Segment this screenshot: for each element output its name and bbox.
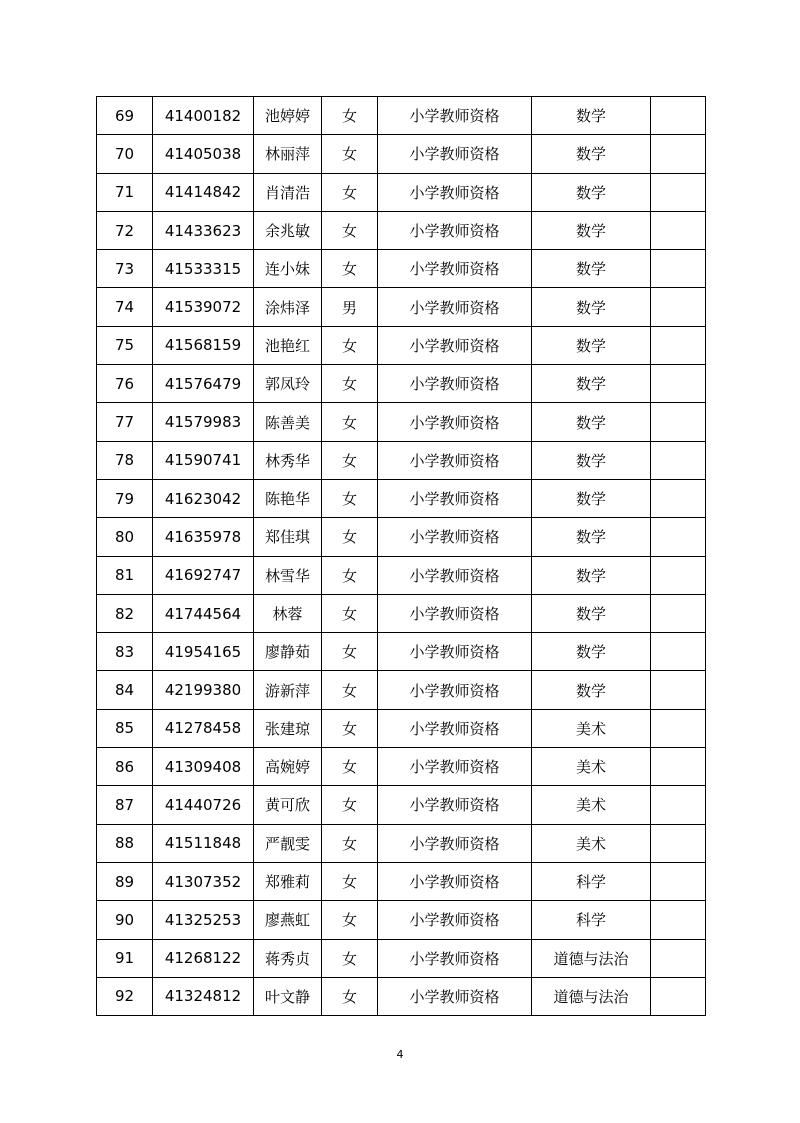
- gender-cell: 女: [322, 862, 378, 900]
- remark-cell: [651, 709, 706, 747]
- index-cell: 71: [97, 173, 153, 211]
- exam-id-cell: 41309408: [153, 748, 254, 786]
- index-cell: 86: [97, 748, 153, 786]
- index-cell: 78: [97, 441, 153, 479]
- remark-cell: [651, 479, 706, 517]
- table-row: [97, 211, 706, 249]
- remark-cell: [651, 97, 706, 135]
- gender-cell: 女: [322, 518, 378, 556]
- exam-id-cell: 41307352: [153, 862, 254, 900]
- name-cell: 林蓉: [254, 594, 322, 632]
- table-row: [97, 173, 706, 211]
- exam-id-cell: 41324812: [153, 977, 254, 1015]
- subject-cell: 数学: [532, 594, 651, 632]
- table-row: [97, 594, 706, 632]
- remark-cell: [651, 365, 706, 403]
- gender-cell: 女: [322, 824, 378, 862]
- index-cell: 90: [97, 901, 153, 939]
- subject-cell: 数学: [532, 135, 651, 173]
- gender-cell: 女: [322, 441, 378, 479]
- subject-cell: 数学: [532, 211, 651, 249]
- certificate-type-cell: 小学教师资格: [378, 709, 532, 747]
- index-cell: 83: [97, 633, 153, 671]
- remark-cell: [651, 288, 706, 326]
- remark-cell: [651, 824, 706, 862]
- exam-id-cell: 41590741: [153, 441, 254, 479]
- index-cell: 77: [97, 403, 153, 441]
- remark-cell: [651, 173, 706, 211]
- subject-cell: 数学: [532, 326, 651, 364]
- name-cell: 池艳红: [254, 326, 322, 364]
- certificate-type-cell: 小学教师资格: [378, 786, 532, 824]
- exam-id-cell: 41539072: [153, 288, 254, 326]
- subject-cell: 数学: [532, 173, 651, 211]
- name-cell: 连小妹: [254, 250, 322, 288]
- exam-id-cell: 41954165: [153, 633, 254, 671]
- subject-cell: 美术: [532, 709, 651, 747]
- gender-cell: 女: [322, 403, 378, 441]
- gender-cell: 女: [322, 748, 378, 786]
- subject-cell: 数学: [532, 365, 651, 403]
- gender-cell: 女: [322, 977, 378, 1015]
- remark-cell: [651, 977, 706, 1015]
- certificate-type-cell: 小学教师资格: [378, 250, 532, 288]
- certificate-type-cell: 小学教师资格: [378, 211, 532, 249]
- name-cell: 叶文静: [254, 977, 322, 1015]
- name-cell: 高婉婷: [254, 748, 322, 786]
- table-row: [97, 250, 706, 288]
- exam-id-cell: 41623042: [153, 479, 254, 517]
- page-number: 4: [396, 1048, 404, 1061]
- exam-id-cell: 41440726: [153, 786, 254, 824]
- subject-cell: 科学: [532, 862, 651, 900]
- gender-cell: 女: [322, 365, 378, 403]
- table-row: [97, 939, 706, 977]
- index-cell: 89: [97, 862, 153, 900]
- remark-cell: [651, 403, 706, 441]
- subject-cell: 美术: [532, 748, 651, 786]
- index-cell: 70: [97, 135, 153, 173]
- certificate-type-cell: 小学教师资格: [378, 288, 532, 326]
- index-cell: 82: [97, 594, 153, 632]
- certificate-type-cell: 小学教师资格: [378, 441, 532, 479]
- remark-cell: [651, 518, 706, 556]
- name-cell: 郑雅莉: [254, 862, 322, 900]
- remark-cell: [651, 939, 706, 977]
- certificate-type-cell: 小学教师资格: [378, 326, 532, 364]
- gender-cell: 女: [322, 633, 378, 671]
- subject-cell: 数学: [532, 671, 651, 709]
- exam-id-cell: 41414842: [153, 173, 254, 211]
- gender-cell: 女: [322, 135, 378, 173]
- table-row: [97, 977, 706, 1015]
- table-row: [97, 709, 706, 747]
- table-row: [97, 633, 706, 671]
- index-cell: 74: [97, 288, 153, 326]
- exam-id-cell: 41433623: [153, 211, 254, 249]
- table-row: [97, 671, 706, 709]
- subject-cell: 数学: [532, 518, 651, 556]
- certificate-type-cell: 小学教师资格: [378, 135, 532, 173]
- certificate-type-cell: 小学教师资格: [378, 556, 532, 594]
- index-cell: 75: [97, 326, 153, 364]
- table-row: [97, 786, 706, 824]
- certificate-type-cell: 小学教师资格: [378, 901, 532, 939]
- remark-cell: [651, 441, 706, 479]
- subject-cell: 数学: [532, 97, 651, 135]
- roster-table: [96, 96, 706, 1016]
- certificate-type-cell: 小学教师资格: [378, 862, 532, 900]
- table-row: [97, 901, 706, 939]
- name-cell: 廖静茹: [254, 633, 322, 671]
- index-cell: 72: [97, 211, 153, 249]
- exam-id-cell: 41268122: [153, 939, 254, 977]
- index-cell: 76: [97, 365, 153, 403]
- index-cell: 92: [97, 977, 153, 1015]
- remark-cell: [651, 556, 706, 594]
- name-cell: 肖清浩: [254, 173, 322, 211]
- exam-id-cell: 41533315: [153, 250, 254, 288]
- certificate-type-cell: 小学教师资格: [378, 173, 532, 211]
- subject-cell: 道德与法治: [532, 939, 651, 977]
- name-cell: 陈艳华: [254, 479, 322, 517]
- certificate-type-cell: 小学教师资格: [378, 403, 532, 441]
- remark-cell: [651, 211, 706, 249]
- exam-id-cell: 42199380: [153, 671, 254, 709]
- gender-cell: 女: [322, 173, 378, 211]
- remark-cell: [651, 326, 706, 364]
- table-row: [97, 365, 706, 403]
- gender-cell: 女: [322, 250, 378, 288]
- index-cell: 73: [97, 250, 153, 288]
- name-cell: 蒋秀贞: [254, 939, 322, 977]
- remark-cell: [651, 671, 706, 709]
- index-cell: 79: [97, 479, 153, 517]
- gender-cell: 女: [322, 479, 378, 517]
- index-cell: 69: [97, 97, 153, 135]
- name-cell: 林雪华: [254, 556, 322, 594]
- table-row: [97, 441, 706, 479]
- exam-id-cell: 41576479: [153, 365, 254, 403]
- index-cell: 84: [97, 671, 153, 709]
- remark-cell: [651, 633, 706, 671]
- certificate-type-cell: 小学教师资格: [378, 97, 532, 135]
- table-row: [97, 518, 706, 556]
- exam-id-cell: 41579983: [153, 403, 254, 441]
- remark-cell: [651, 748, 706, 786]
- remark-cell: [651, 594, 706, 632]
- index-cell: 87: [97, 786, 153, 824]
- index-cell: 91: [97, 939, 153, 977]
- table-row: [97, 97, 706, 135]
- certificate-type-cell: 小学教师资格: [378, 479, 532, 517]
- exam-id-cell: 41744564: [153, 594, 254, 632]
- name-cell: 郑佳琪: [254, 518, 322, 556]
- subject-cell: 道德与法治: [532, 977, 651, 1015]
- certificate-type-cell: 小学教师资格: [378, 633, 532, 671]
- subject-cell: 美术: [532, 824, 651, 862]
- subject-cell: 数学: [532, 288, 651, 326]
- remark-cell: [651, 862, 706, 900]
- subject-cell: 数学: [532, 403, 651, 441]
- name-cell: 林秀华: [254, 441, 322, 479]
- exam-id-cell: 41405038: [153, 135, 254, 173]
- remark-cell: [651, 250, 706, 288]
- gender-cell: 女: [322, 939, 378, 977]
- subject-cell: 数学: [532, 556, 651, 594]
- gender-cell: 女: [322, 97, 378, 135]
- gender-cell: 女: [322, 786, 378, 824]
- table-row: [97, 326, 706, 364]
- certificate-type-cell: 小学教师资格: [378, 977, 532, 1015]
- remark-cell: [651, 786, 706, 824]
- name-cell: 陈善美: [254, 403, 322, 441]
- name-cell: 黄可欣: [254, 786, 322, 824]
- exam-id-cell: 41400182: [153, 97, 254, 135]
- gender-cell: 女: [322, 211, 378, 249]
- name-cell: 游新萍: [254, 671, 322, 709]
- table-row: [97, 288, 706, 326]
- certificate-type-cell: 小学教师资格: [378, 594, 532, 632]
- subject-cell: 数学: [532, 441, 651, 479]
- index-cell: 80: [97, 518, 153, 556]
- gender-cell: 女: [322, 326, 378, 364]
- gender-cell: 男: [322, 288, 378, 326]
- exam-id-cell: 41635978: [153, 518, 254, 556]
- certificate-type-cell: 小学教师资格: [378, 671, 532, 709]
- name-cell: 廖燕虹: [254, 901, 322, 939]
- roster-body: [97, 97, 706, 1016]
- name-cell: 林丽萍: [254, 135, 322, 173]
- remark-cell: [651, 901, 706, 939]
- gender-cell: 女: [322, 901, 378, 939]
- certificate-type-cell: 小学教师资格: [378, 518, 532, 556]
- name-cell: 严靓雯: [254, 824, 322, 862]
- exam-id-cell: 41692747: [153, 556, 254, 594]
- certificate-type-cell: 小学教师资格: [378, 824, 532, 862]
- table-row: [97, 748, 706, 786]
- table-row: [97, 479, 706, 517]
- gender-cell: 女: [322, 594, 378, 632]
- subject-cell: 数学: [532, 633, 651, 671]
- subject-cell: 数学: [532, 479, 651, 517]
- gender-cell: 女: [322, 709, 378, 747]
- exam-id-cell: 41325253: [153, 901, 254, 939]
- index-cell: 85: [97, 709, 153, 747]
- exam-id-cell: 41278458: [153, 709, 254, 747]
- name-cell: 余兆敏: [254, 211, 322, 249]
- exam-id-cell: 41511848: [153, 824, 254, 862]
- subject-cell: 数学: [532, 250, 651, 288]
- index-cell: 88: [97, 824, 153, 862]
- table-row: [97, 862, 706, 900]
- subject-cell: 美术: [532, 786, 651, 824]
- remark-cell: [651, 135, 706, 173]
- certificate-type-cell: 小学教师资格: [378, 748, 532, 786]
- index-cell: 81: [97, 556, 153, 594]
- certificate-type-cell: 小学教师资格: [378, 365, 532, 403]
- name-cell: 张建琼: [254, 709, 322, 747]
- subject-cell: 科学: [532, 901, 651, 939]
- gender-cell: 女: [322, 556, 378, 594]
- name-cell: 郭凤玲: [254, 365, 322, 403]
- table-row: [97, 135, 706, 173]
- name-cell: 池婷婷: [254, 97, 322, 135]
- name-cell: 涂炜泽: [254, 288, 322, 326]
- table-row: [97, 403, 706, 441]
- certificate-type-cell: 小学教师资格: [378, 939, 532, 977]
- gender-cell: 女: [322, 671, 378, 709]
- table-row: [97, 824, 706, 862]
- table-row: [97, 556, 706, 594]
- exam-id-cell: 41568159: [153, 326, 254, 364]
